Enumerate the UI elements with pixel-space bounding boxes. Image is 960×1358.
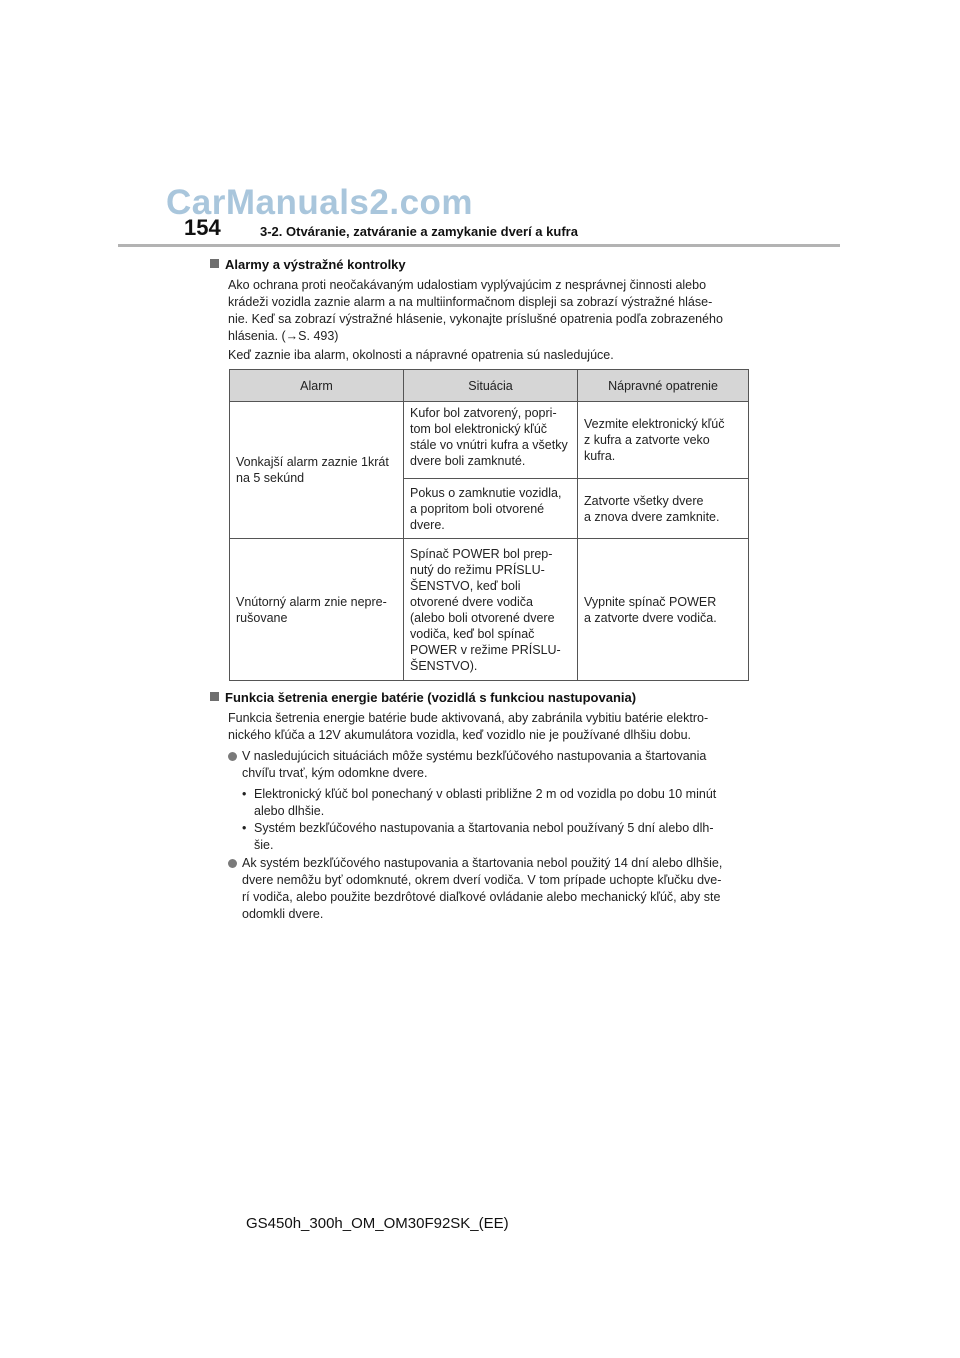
- situation-cell: Spínač POWER bol prep- nutý do režimu PRÍSLU- ŠENSTVO, keď boli otvorené dvere vodiča (alebo boli otvorené dvere vodiča, keď bol spínač POWER v režime PRÍSLU- ŠENSTVO).: [404, 539, 578, 681]
- action-cell: Zatvorte všetky dvere a znova dvere zamknite.: [578, 479, 749, 539]
- document-footer-code: GS450h_300h_OM_OM30F92SK_(EE): [246, 1215, 509, 1232]
- situation-cell: Pokus o zamknutie vozidla, a popritom boli otvorené dvere.: [404, 479, 578, 539]
- section-heading-battery-saving: Funkcia šetrenia energie batérie (vozidlá s funkciou nastupovania): [210, 690, 636, 705]
- table-row: [230, 402, 749, 479]
- circle-bullet-icon: [228, 859, 237, 868]
- alarms-intro-paragraph: Ako ochrana proti neočakávaným udalostiam vyplývajúcim z nesprávnej činnosti alebo krádeži vozidla zaznie alarm a na multiinformačnom displeji sa zobrazí výstražné hláse- nie. Keď sa zobrazí výstražné hlásenie, vykonajte príslušné opatrenia podľa zobrazeného hlásenia. (→S. 493): [228, 278, 723, 343]
- watermark-logo: CarManuals2.com: [166, 183, 474, 222]
- list-item: V nasledujúcich situáciách môže systému bezkľúčového nastupovania a štartovania chvíľu trvať, kým odomkne dvere.: [226, 748, 754, 782]
- section-heading-alarms: Alarmy a výstražné kontrolky: [210, 257, 406, 272]
- section-header-title: 3-2. Otváranie, zatváranie a zamykanie dverí a kufra: [260, 224, 578, 239]
- column-header-alarm: Alarm: [230, 370, 404, 402]
- table-row: [230, 539, 749, 681]
- circle-bullet-icon: [228, 752, 237, 761]
- page-number: 154: [184, 215, 221, 240]
- battery-saving-paragraph: Funkcia šetrenia energie batérie bude aktivovaná, aby zabránila vybitiu batérie elektro- nického kľúča a 12V akumulátora vozidla, keď vozidlo nie je používané dlhšiu dobu.: [228, 711, 709, 742]
- alarm-cell: Vnútorný alarm znie nepre- rušovane: [230, 539, 404, 681]
- alarms-table-intro: Keď zaznie iba alarm, okolnosti a nápravné opatrenia sú nasledujúce.: [228, 348, 614, 362]
- square-bullet-icon: [210, 259, 219, 268]
- square-bullet-icon: [210, 692, 219, 701]
- list-item: • Systém bezkľúčového nastupovania a štartovania nebol používaný 5 dní alebo dlh- šie.: [242, 821, 714, 852]
- column-header-action: Nápravné opatrenie: [578, 370, 749, 402]
- list-item: • Elektronický kľúč bol ponechaný v oblasti približne 2 m od vozidla po dobu 10 minút alebo dlhšie.: [242, 787, 717, 818]
- header-divider: [118, 244, 840, 247]
- list-item: Ak systém bezkľúčového nastupovania a štartovania nebol použitý 14 dní alebo dlhšie, dvere nemôžu byť odomknuté, okrem dverí vodiča. V tom prípade uchopte kľučku dve- rí vodiča, alebo použite bezdrôtové diaľkové ovládanie alebo mechanický kľúč, aby ste odomkli dvere.: [226, 855, 754, 923]
- action-cell: Vezmite elektronický kľúč z kufra a zatvorte veko kufra.: [578, 402, 749, 479]
- alarm-table: [229, 369, 749, 681]
- table-header-row: [230, 370, 749, 402]
- situation-cell: Kufor bol zatvorený, popri- tom bol elektronický kľúč stále vo vnútri kufra a všetky dvere boli zamknuté.: [404, 402, 578, 479]
- action-cell: Vypnite spínač POWER a zatvorte dvere vodiča.: [578, 539, 749, 681]
- column-header-situation: Situácia: [404, 370, 578, 402]
- alarm-cell: Vonkajší alarm zaznie 1krát na 5 sekúnd: [230, 402, 404, 539]
